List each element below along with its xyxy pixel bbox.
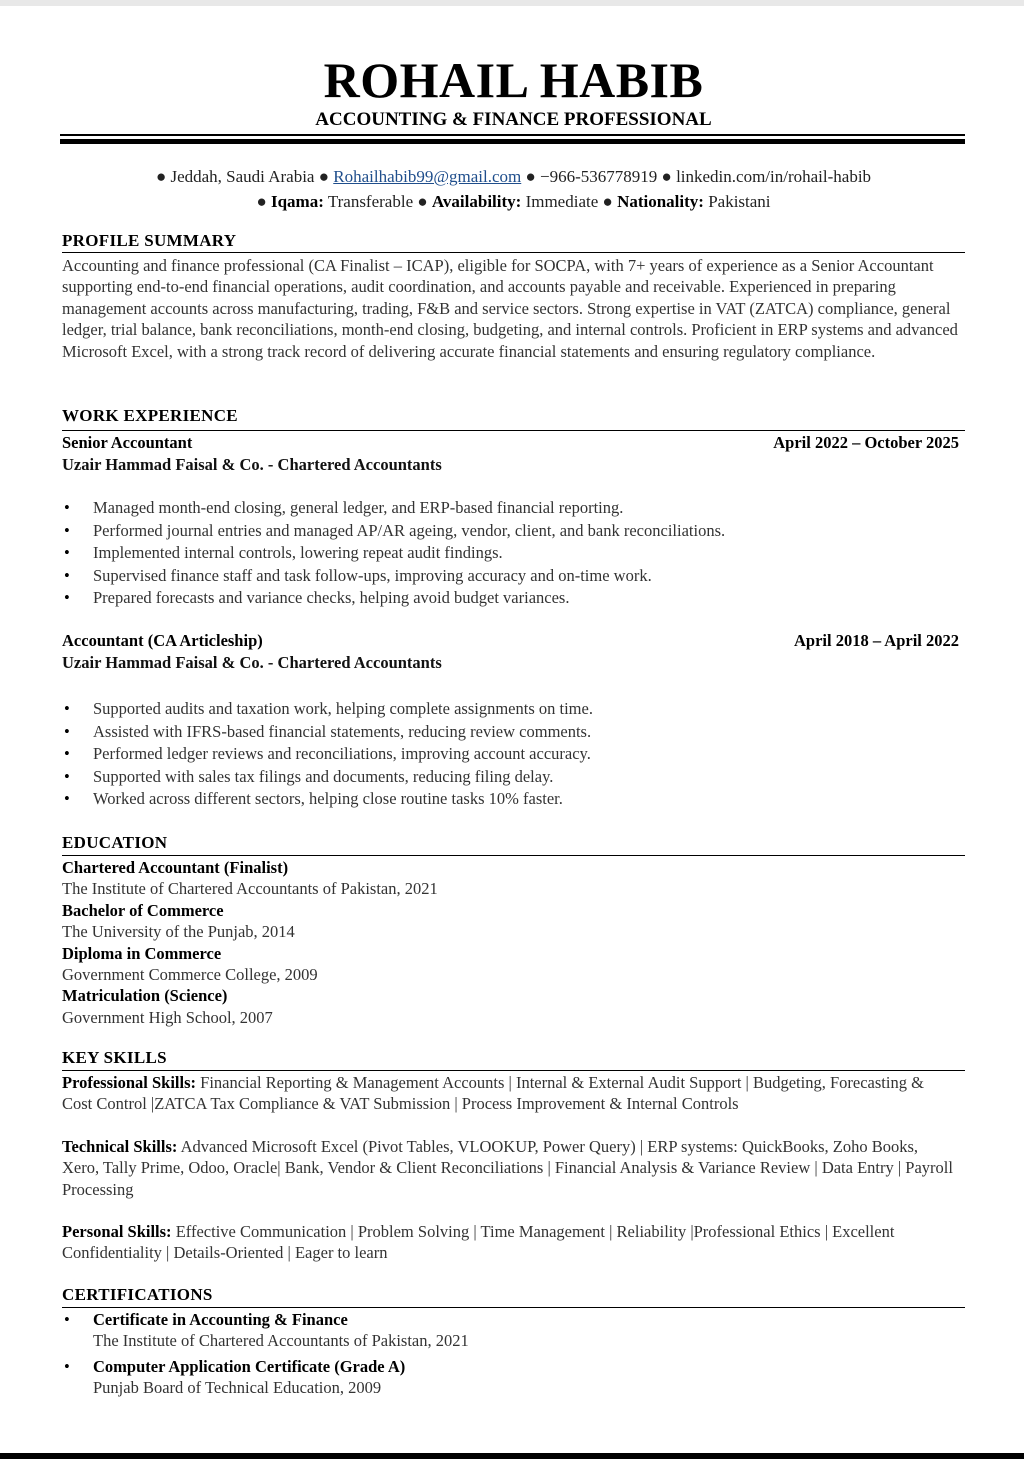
professional-title: ACCOUNTING & FINANCE PROFESSIONAL <box>315 109 712 130</box>
personal-skills <box>62 1221 957 1264</box>
contact-line-1 <box>62 166 965 188</box>
certifications-heading: CERTIFICATIONS <box>62 1285 213 1304</box>
skills-text: Effective Communication | Problem Solving | Time Management | Reliability |Professional Ethics | Excellent Confidentiality | Details-Oriented | Eager to learn <box>62 1222 895 1263</box>
bullet-dot: • <box>64 699 70 718</box>
bullet-dot: ● <box>155 167 171 186</box>
profile-heading: PROFILE SUMMARY <box>62 231 237 250</box>
section-divider <box>62 855 965 856</box>
bullet-dot: • <box>64 1357 70 1376</box>
bullet-dot: • <box>64 565 70 585</box>
professional-skills <box>62 1072 957 1115</box>
job-company: Uzair Hammad Faisal & Co. - Chartered Accountants <box>62 455 442 474</box>
job-bullets <box>62 698 942 811</box>
bullet-dot: ● <box>318 167 334 186</box>
list-item <box>62 565 942 588</box>
bullet-dot: • <box>64 588 70 607</box>
institution: The University of the Punjab, 2014 <box>62 922 295 942</box>
bullet-text: Worked across different sectors, helping close routine tasks 10% faster. <box>93 789 563 808</box>
bullet-text: Supported with sales tax filings and documents, reducing filing delay. <box>93 766 554 786</box>
bullet-text: Prepared forecasts and variance checks, helping avoid budget variances. <box>93 588 570 607</box>
bullet-dot: • <box>64 498 70 517</box>
list-item <box>62 497 942 520</box>
section-divider <box>62 1307 965 1308</box>
iqama-label: Iqama: <box>270 192 324 211</box>
institution: The Institute of Chartered Accountants of Pakistan, 2021 <box>62 879 438 899</box>
education-list <box>62 857 965 1028</box>
bullet-dot: • <box>64 1310 70 1329</box>
list-item <box>62 743 942 766</box>
job-bullets <box>62 497 942 610</box>
degree: Matriculation (Science) <box>62 986 228 1006</box>
bullet-dot: • <box>64 744 70 763</box>
institution: Government High School, 2007 <box>62 1007 273 1027</box>
section-divider <box>62 252 965 253</box>
degree: Chartered Accountant (Finalist) <box>62 858 289 877</box>
list-item <box>62 587 942 610</box>
iqama-value: Transferable <box>327 192 414 211</box>
job-dates: April 2022 – October 2025 <box>773 433 959 452</box>
certificate-issuer: Punjab Board of Technical Education, 2009 <box>93 1378 382 1398</box>
bullet-dot: ● <box>602 192 618 211</box>
nationality-value: Pakistani <box>708 192 771 211</box>
header-rule-thin <box>60 134 965 136</box>
bullet-text: Performed ledger reviews and reconciliations, improving account accuracy. <box>93 744 591 763</box>
certificate-issuer: The Institute of Chartered Accountants of Pakistan, 2021 <box>93 1331 469 1351</box>
skills-label: Professional Skills: <box>62 1073 197 1092</box>
bullet-dot: • <box>64 721 70 741</box>
skills-label: Technical Skills: <box>62 1137 178 1156</box>
bullet-dot: ● <box>256 192 271 211</box>
location: Jeddah, Saudi Arabia <box>170 167 315 186</box>
list-item <box>62 721 942 744</box>
candidate-name: ROHAIL HABIB <box>323 52 704 108</box>
bullet-dot: • <box>64 520 70 540</box>
nationality-label: Nationality: <box>617 192 704 211</box>
degree: Bachelor of Commerce <box>62 900 224 920</box>
certificate-title: Certificate in Accounting & Finance <box>93 1310 348 1329</box>
list-item <box>62 766 942 789</box>
technical-skills <box>62 1136 957 1200</box>
bullet-text: Managed month-end closing, general ledger, and ERP-based financial reporting. <box>93 498 624 517</box>
bullet-dot: • <box>64 543 70 562</box>
bullet-text: Supervised finance staff and task follow-ups, improving accuracy and on-time work. <box>93 565 652 585</box>
list-item <box>62 698 942 721</box>
bullet-dot: ● <box>661 167 677 186</box>
degree: Diploma in Commerce <box>62 943 222 963</box>
contact-line-2 <box>62 191 965 213</box>
experience-heading: WORK EXPERIENCE <box>62 406 238 425</box>
skills-heading: KEY SKILLS <box>62 1048 167 1067</box>
skills-text: Advanced Microsoft Excel (Pivot Tables, VLOOKUP, Power Query) | ERP systems: QuickBooks, Zoho Books, Xero, Tally Prime, Odoo, Oracle| Bank, Vendor & Client Reconciliations | Financial Analysis & Variance Review | Data Entry | Payroll Processing <box>62 1137 953 1199</box>
bullet-dot: ● <box>525 167 541 186</box>
bullet-dot: • <box>64 789 70 808</box>
education-heading: EDUCATION <box>62 833 168 852</box>
header-rule-thick <box>60 139 965 144</box>
certification-item <box>62 1356 942 1399</box>
top-edge <box>0 0 1024 6</box>
list-item <box>62 542 942 565</box>
skills-label: Personal Skills: <box>62 1222 172 1241</box>
bottom-edge <box>0 1453 1024 1459</box>
bullet-text: Implemented internal controls, lowering repeat audit findings. <box>93 543 503 562</box>
job-title: Accountant (CA Articleship) <box>62 631 263 650</box>
job-title: Senior Accountant <box>62 433 193 452</box>
list-item <box>62 788 942 811</box>
job-dates: April 2018 – April 2022 <box>793 631 959 650</box>
bullet-text: Performed journal entries and managed AP/AR ageing, vendor, client, and bank reconciliations. <box>93 520 726 540</box>
bullet-text: Assisted with IFRS-based financial statements, reducing review comments. <box>93 721 592 741</box>
availability-value: Immediate <box>525 192 599 211</box>
bullet-text: Supported audits and taxation work, helping complete assignments on time. <box>93 699 593 718</box>
section-divider <box>62 430 965 431</box>
skills-text: Financial Reporting & Management Accounts | Internal & External Audit Support | Budgeting, Forecasting & Cost Control |ZATCA Tax Compliance & VAT Submission | Process Improvement & Internal Controls <box>62 1073 924 1114</box>
bullet-dot: ● <box>417 192 432 211</box>
certification-item <box>62 1309 942 1352</box>
institution: Government Commerce College, 2009 <box>62 965 318 985</box>
bullet-dot: • <box>64 766 70 786</box>
list-item <box>62 520 942 543</box>
section-divider <box>62 1070 965 1071</box>
phone: −966-536778919 <box>540 167 658 186</box>
linkedin[interactable]: linkedin.com/in/rohail-habib <box>676 167 872 186</box>
profile-summary-text: Accounting and finance professional (CA Finalist – ICAP), eligible for SOCPA, with 7+ years of experience as a Senior Accountant supporting end-to-end financial operations, audit coordination, and accounts payable and receivable. Experienced in preparing management accounts across manufacturing, trading, F&B and service sectors. Strong expertise in VAT (ZATCA) compliance, general ledger, trial balance, bank reconciliations, month-end closing, budgeting, and internal controls. Proficient in ERP systems and advanced Microsoft Excel, with a strong track record of delivering accurate financial statements and ensuring regulatory compliance. <box>62 256 958 361</box>
job-company: Uzair Hammad Faisal & Co. - Chartered Accountants <box>62 653 442 672</box>
email-link[interactable]: Rohailhabib99@gmail.com <box>333 167 522 186</box>
certificate-title: Computer Application Certificate (Grade A) <box>93 1357 406 1376</box>
availability-label: Availability: <box>431 192 522 211</box>
